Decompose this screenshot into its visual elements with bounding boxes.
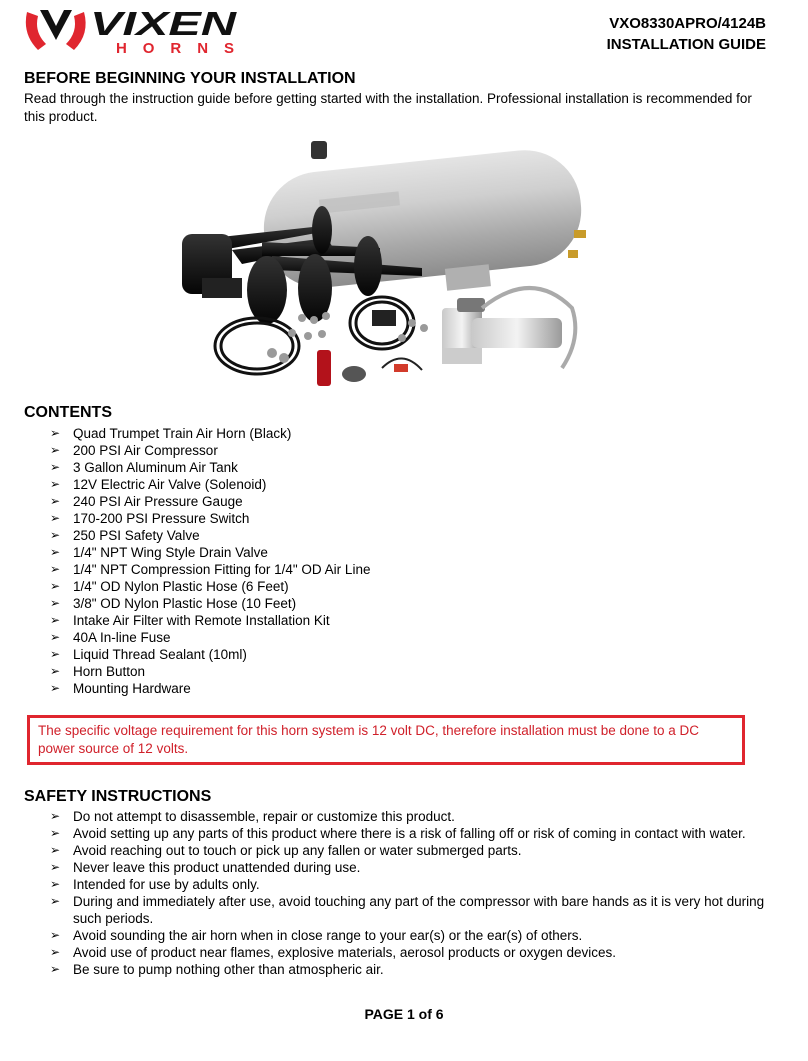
list-item-text: Intended for use by adults only. xyxy=(73,877,260,892)
list-item-text: 12V Electric Air Valve (Solenoid) xyxy=(73,477,267,492)
list-item-text: Intake Air Filter with Remote Installation Kit xyxy=(73,613,330,628)
list-item-text: During and immediately after use, avoid touching any part of the compressor with bare hands as it is very hot during such periods. xyxy=(73,894,765,926)
list-item-text: 240 PSI Air Pressure Gauge xyxy=(73,494,243,509)
voltage-notice xyxy=(27,715,745,765)
list-item xyxy=(24,842,784,859)
model-number: VXO8330APRO/4124B xyxy=(609,15,766,32)
safety-list xyxy=(24,808,784,978)
list-item xyxy=(24,493,784,510)
bullet-arrow-icon: ➢ xyxy=(50,681,61,695)
list-item xyxy=(24,612,784,629)
gauge xyxy=(311,141,327,159)
bullet-arrow-icon: ➢ xyxy=(50,647,61,661)
logo-subtext: HORNS xyxy=(116,40,234,56)
list-item xyxy=(24,629,784,646)
bullet-arrow-icon: ➢ xyxy=(50,426,61,440)
bullet-arrow-icon: ➢ xyxy=(50,460,61,474)
list-item-text: 200 PSI Air Compressor xyxy=(73,443,218,458)
list-item-text: Avoid reaching out to touch or pick up any fallen or water submerged parts. xyxy=(73,843,522,858)
list-item-text: 250 PSI Safety Valve xyxy=(73,528,200,543)
list-item-text: 1/4" OD Nylon Plastic Hose (6 Feet) xyxy=(73,579,289,594)
list-item-text: Quad Trumpet Train Air Horn (Black) xyxy=(73,426,292,441)
list-item-text: Horn Button xyxy=(73,664,146,679)
bullet-arrow-icon: ➢ xyxy=(50,579,61,593)
list-item xyxy=(24,808,784,825)
list-item-text: 40A In-line Fuse xyxy=(73,630,171,645)
list-item xyxy=(24,876,784,893)
bullet-arrow-icon: ➢ xyxy=(50,843,61,857)
product-image xyxy=(172,138,620,390)
list-item xyxy=(24,561,784,578)
list-item-text: Avoid use of product near flames, explosive materials, aerosol products or oxygen devices. xyxy=(73,945,617,960)
list-item xyxy=(24,595,784,612)
list-item xyxy=(24,459,784,476)
bullet-arrow-icon: ➢ xyxy=(50,494,61,508)
bullet-arrow-icon: ➢ xyxy=(50,928,61,942)
list-item xyxy=(24,859,784,876)
bullet-arrow-icon: ➢ xyxy=(50,511,61,525)
thread-sealant xyxy=(317,350,331,386)
compressor xyxy=(442,288,575,368)
list-item-text: 170-200 PSI Pressure Switch xyxy=(73,511,250,526)
list-item xyxy=(24,961,784,978)
list-item xyxy=(24,476,784,493)
voltage-notice-text: The specific voltage requirement for this horn system is 12 volt DC, therefore installation must be done to a DC power source of 12 volts. xyxy=(38,723,700,756)
list-item-text: 1/4" NPT Wing Style Drain Valve xyxy=(73,545,268,560)
bullet-arrow-icon: ➢ xyxy=(50,894,61,908)
list-item xyxy=(24,893,784,927)
horn-button xyxy=(342,366,366,382)
bullet-arrow-icon: ➢ xyxy=(50,877,61,891)
vixen-horns-logo xyxy=(24,4,239,56)
bullet-arrow-icon: ➢ xyxy=(50,630,61,644)
list-item xyxy=(24,510,784,527)
bullet-arrow-icon: ➢ xyxy=(50,562,61,576)
horn-mark-left xyxy=(26,12,46,50)
list-item xyxy=(24,578,784,595)
bullet-arrow-icon: ➢ xyxy=(50,945,61,959)
logo-wordmark: VIXEN xyxy=(90,5,238,42)
bullet-arrow-icon: ➢ xyxy=(50,826,61,840)
bullet-arrow-icon: ➢ xyxy=(50,860,61,874)
before-heading: BEFORE BEGINNING YOUR INSTALLATION xyxy=(24,70,356,87)
list-item xyxy=(24,527,784,544)
list-item-text: Do not attempt to disassemble, repair or customize this product. xyxy=(73,809,455,824)
bullet-arrow-icon: ➢ xyxy=(50,443,61,457)
contents-list xyxy=(24,425,784,697)
horn-mark-center xyxy=(40,10,72,40)
bullet-arrow-icon: ➢ xyxy=(50,613,61,627)
list-item xyxy=(24,544,784,561)
bullet-arrow-icon: ➢ xyxy=(50,528,61,542)
doc-title: INSTALLATION GUIDE xyxy=(606,36,766,53)
list-item xyxy=(24,663,784,680)
before-text: Read through the instruction guide before getting started with the installation. Professional installation is recommended for this product. xyxy=(24,91,752,124)
page-number: PAGE 1 of 6 xyxy=(364,1006,444,1022)
list-item-text: Mounting Hardware xyxy=(73,681,191,696)
bullet-arrow-icon: ➢ xyxy=(50,962,61,976)
list-item xyxy=(24,927,784,944)
list-item xyxy=(24,425,784,442)
list-item-text: Avoid setting up any parts of this product where there is a risk of falling off or risk of coming in contact with water. xyxy=(73,826,746,841)
list-item-text: Be sure to pump nothing other than atmospheric air. xyxy=(73,962,384,977)
list-item-text: 1/4" NPT Compression Fitting for 1/4" OD Air Line xyxy=(73,562,371,577)
list-item xyxy=(24,646,784,663)
document-header xyxy=(607,13,766,55)
safety-heading: SAFETY INSTRUCTIONS xyxy=(24,788,212,805)
list-item xyxy=(24,442,784,459)
horn-mark-right xyxy=(66,12,86,50)
bullet-arrow-icon: ➢ xyxy=(50,545,61,559)
list-item xyxy=(24,825,784,842)
list-item-text: 3 Gallon Aluminum Air Tank xyxy=(73,460,238,475)
bullet-arrow-icon: ➢ xyxy=(50,809,61,823)
list-item-text: Avoid sounding the air horn when in close range to your ear(s) or the ear(s) of others. xyxy=(73,928,583,943)
bullet-arrow-icon: ➢ xyxy=(50,477,61,491)
list-item-text: Never leave this product unattended during use. xyxy=(73,860,361,875)
bullet-arrow-icon: ➢ xyxy=(50,596,61,610)
contents-heading: CONTENTS xyxy=(24,404,112,421)
list-item-text: Liquid Thread Sealant (10ml) xyxy=(73,647,247,662)
bullet-arrow-icon: ➢ xyxy=(50,664,61,678)
list-item xyxy=(24,944,784,961)
list-item-text: 3/8" OD Nylon Plastic Hose (10 Feet) xyxy=(73,596,297,611)
list-item xyxy=(24,680,784,697)
